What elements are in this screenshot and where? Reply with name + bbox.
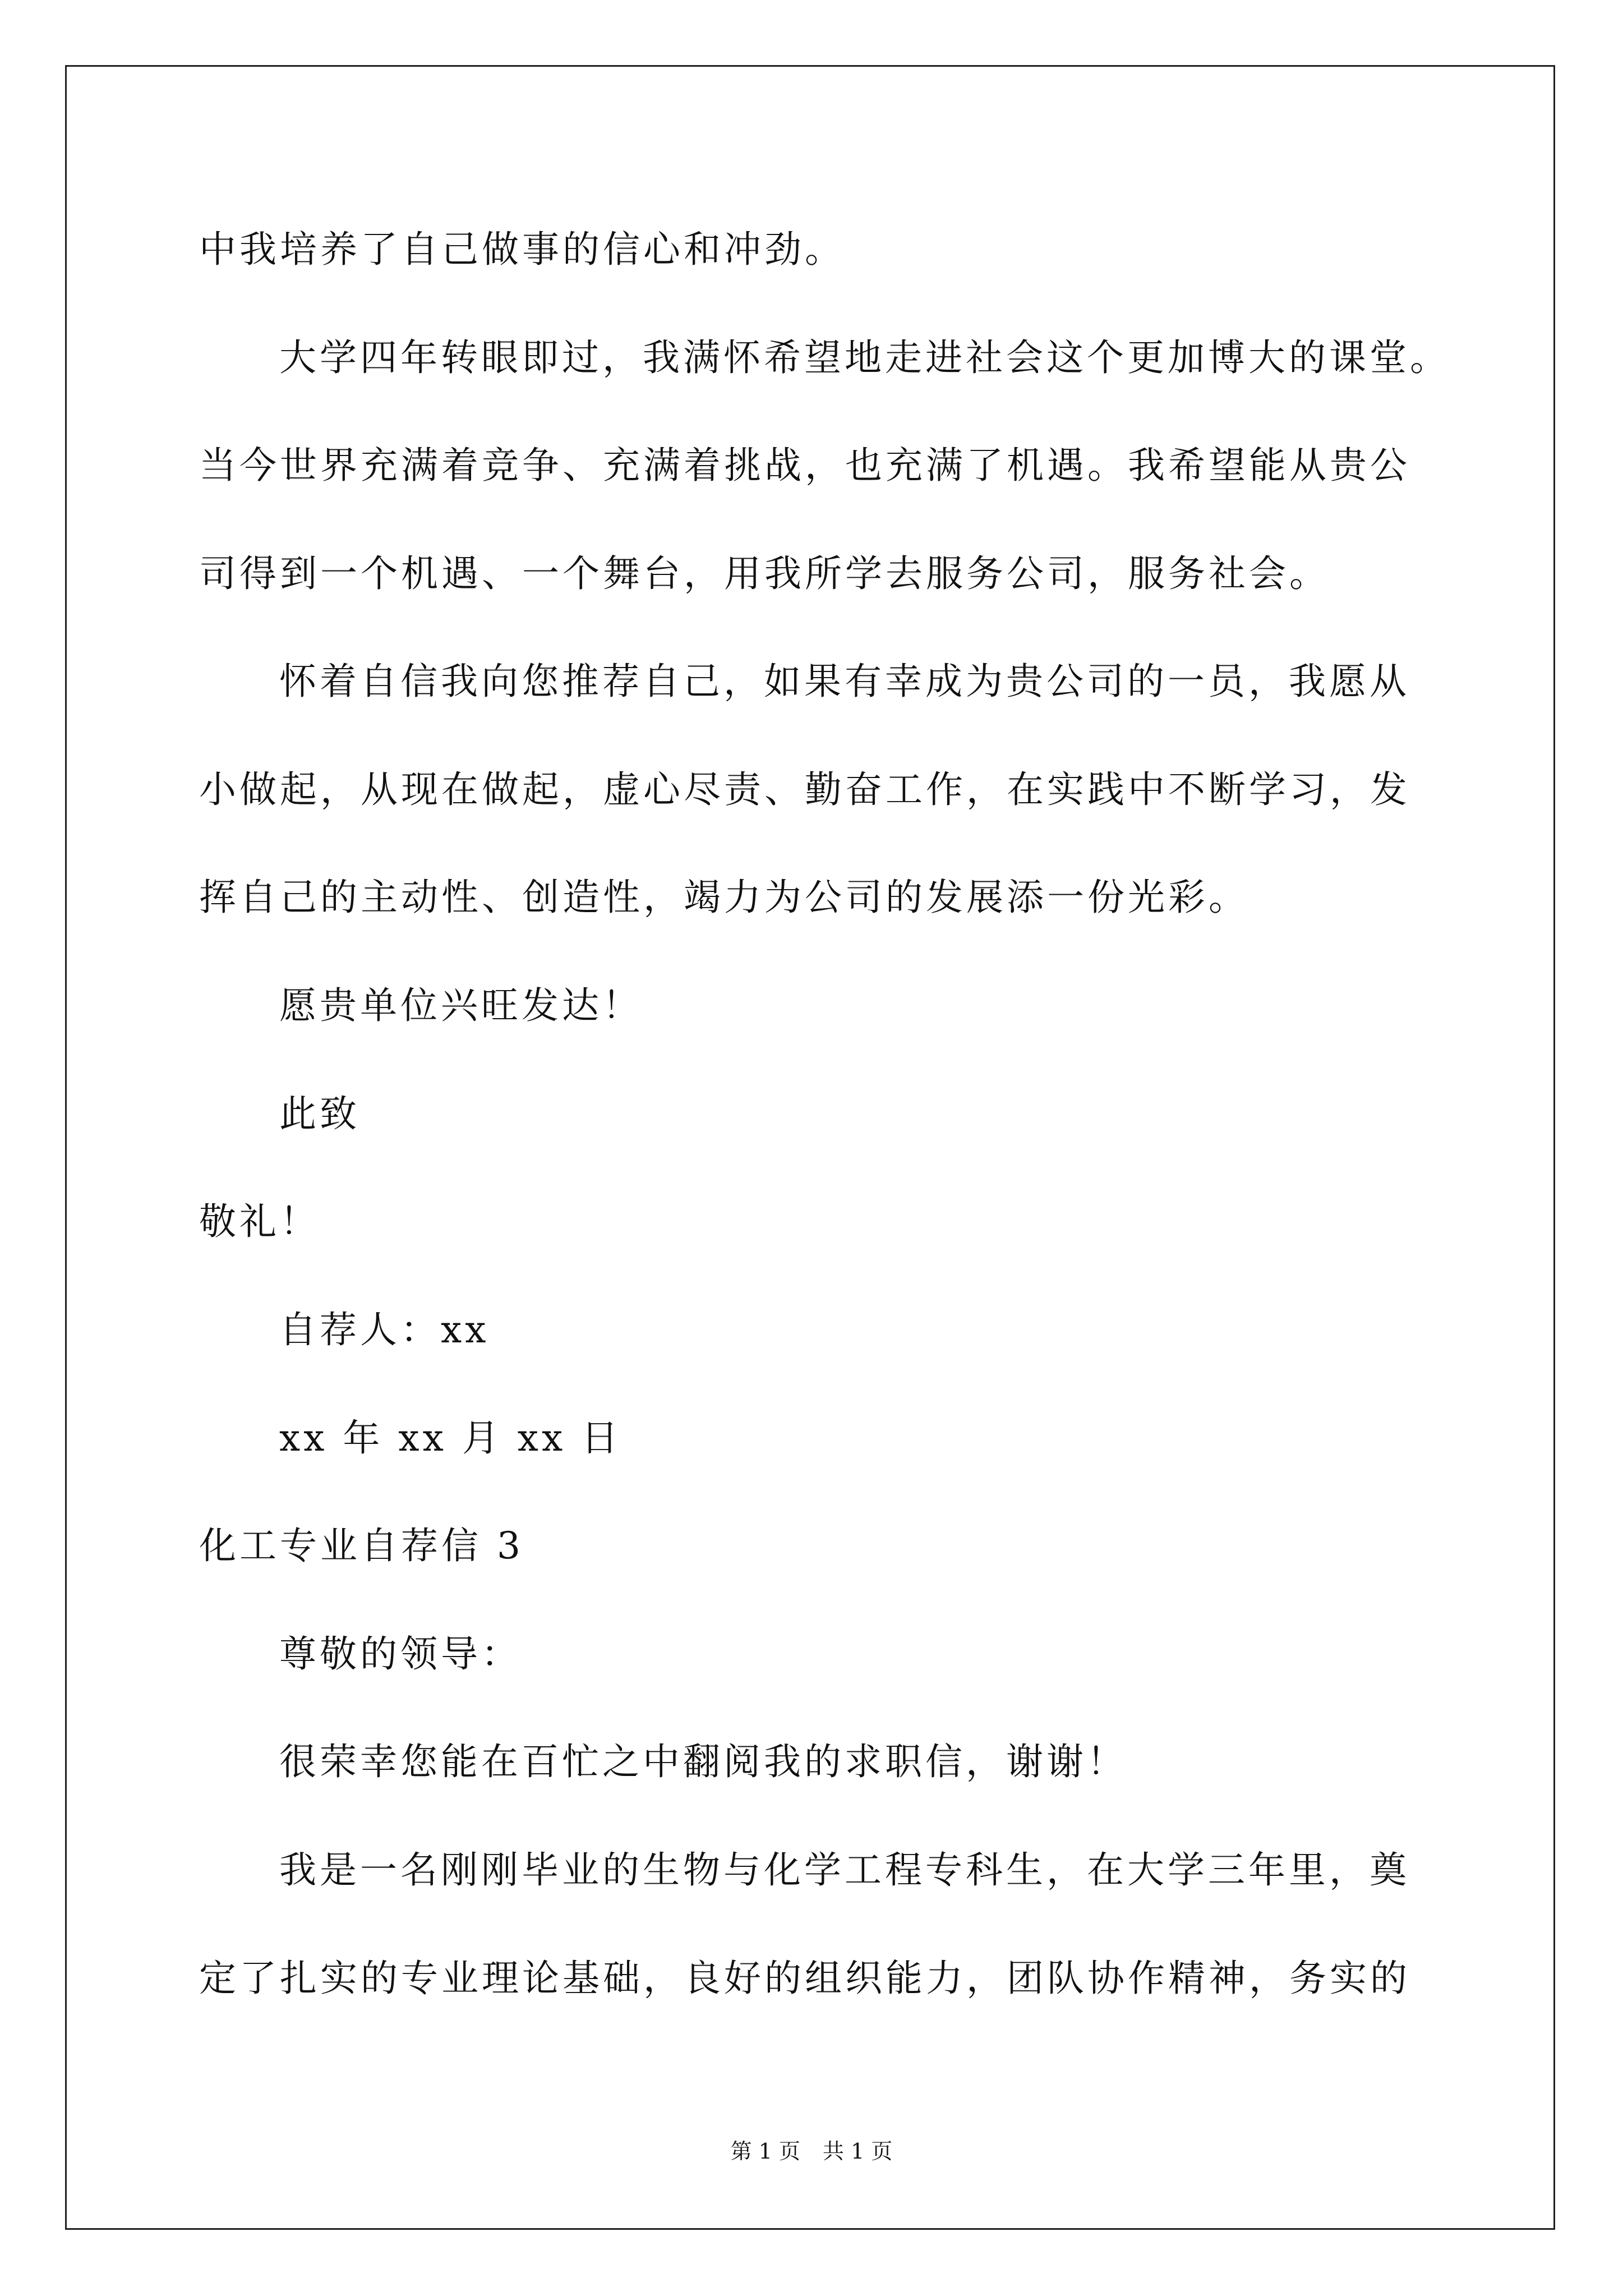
text-line: 很荣幸您能在百忙之中翻阅我的求职信，谢谢！ bbox=[279, 1740, 1127, 1783]
section-heading: 化工专业自荐信 3 bbox=[199, 1524, 524, 1567]
text-line: 大学四年转眼即过，我满怀希望地走进社会这个更加博大的课堂。 bbox=[279, 336, 1450, 379]
text-line: 当今世界充满着竞争、充满着挑战，也充满了机遇。我希望能从贵公 bbox=[199, 444, 1410, 487]
text-line: 敬礼！ bbox=[199, 1200, 320, 1243]
text-line: 我是一名刚刚毕业的生物与化学工程专科生，在大学三年里，奠 bbox=[279, 1848, 1410, 1892]
date-line: xx 年 xx 月 xx 日 bbox=[279, 1416, 622, 1460]
page-total: 共 1 页 bbox=[823, 2139, 893, 2164]
text-line: 挥自己的主动性、创造性，竭力为公司的发展添一份光彩。 bbox=[199, 876, 1249, 919]
text-line: 此致 bbox=[279, 1092, 360, 1135]
text-line: 愿贵单位兴旺发达！ bbox=[279, 984, 643, 1027]
text-line: 怀着自信我向您推荐自己，如果有幸成为贵公司的一员，我愿从 bbox=[279, 660, 1410, 703]
page-number: 第 1 页 bbox=[730, 2139, 800, 2164]
page-footer bbox=[0, 2137, 1623, 2165]
signature-line: 自荐人：xx bbox=[279, 1308, 490, 1351]
page-border bbox=[65, 65, 1555, 2230]
text-line: 定了扎实的专业理论基础，良好的组织能力，团队协作精神，务实的 bbox=[199, 1957, 1410, 2000]
text-line: 尊敬的领导： bbox=[279, 1632, 522, 1676]
text-line: 小做起，从现在做起，虚心尽责、勤奋工作，在实践中不断学习，发 bbox=[199, 768, 1410, 811]
text-line: 中我培养了自己做事的信心和冲劲。 bbox=[199, 228, 845, 271]
text-line: 司得到一个机遇、一个舞台，用我所学去服务公司，服务社会。 bbox=[199, 552, 1330, 595]
